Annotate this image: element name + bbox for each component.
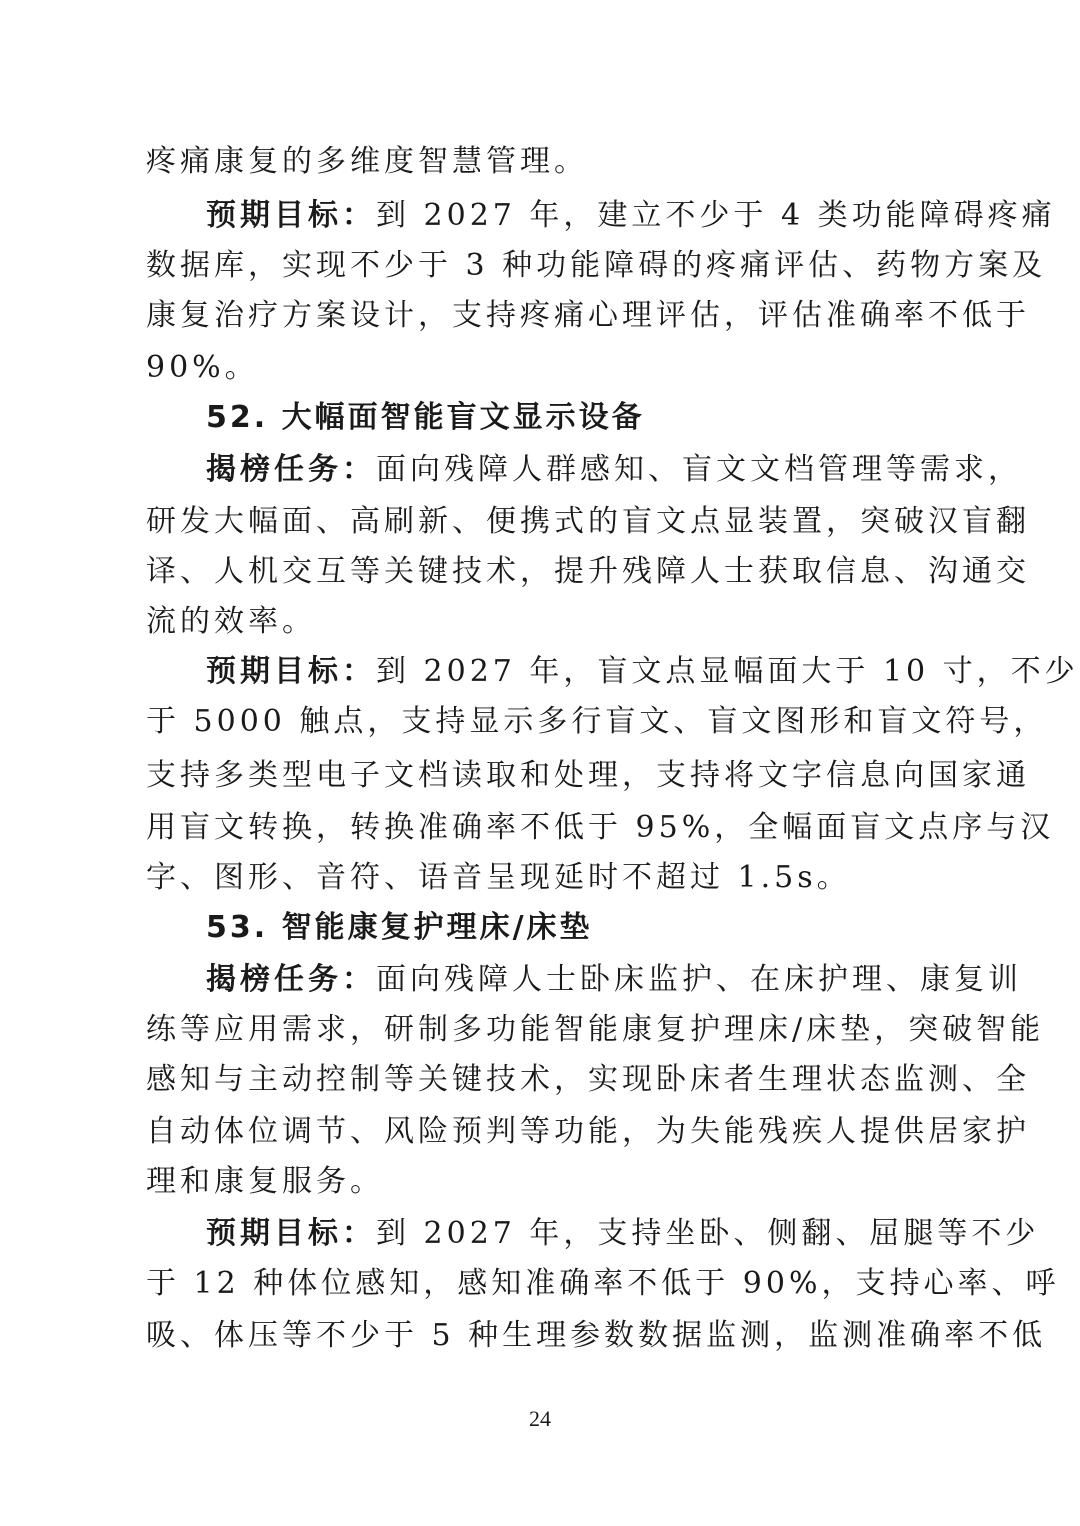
page-number: 24 (529, 1406, 551, 1431)
paragraph-line: 译、人机交互等关键技术，提升残障人士获取信息、沟通交 (146, 554, 1030, 589)
item52-goal-first-line (206, 652, 1079, 692)
paragraph-line: 自动体位调节、风险预判等功能，为失能残疾人提供居家护 (146, 1114, 1030, 1149)
paragraph-line: 理和康复服务。 (146, 1164, 384, 1199)
section-heading-53: 53. 智能康复护理床/床垫 (206, 910, 593, 945)
goal-label: 预期目标： (206, 654, 376, 689)
paragraph-line: 字、图形、音符、语音呈现延时不超过 1.5s。 (146, 860, 851, 895)
paragraph-line: 于 5000 触点，支持显示多行盲文、盲文图形和盲文符号， (146, 704, 1048, 739)
paragraph-line: 感知与主动控制等关键技术，实现卧床者生理状态监测、全 (146, 1062, 1030, 1097)
task-text: 面向残障人士卧床监护、在床护理、康复训 (376, 962, 1022, 997)
item53-goal-first-line (206, 1214, 1040, 1254)
paragraph-line: 流的效率。 (146, 604, 316, 639)
item53-task-first-line (206, 960, 1022, 1000)
item51-goal-first-line (206, 196, 1056, 236)
goal-text: 到 2027 年，盲文点显幅面大于 10 寸，不少 (376, 654, 1079, 689)
paragraph-line: 90%。 (146, 350, 259, 385)
paragraph-line: 用盲文转换，转换准确率不低于 95%，全幅面盲文点序与汉 (146, 810, 1055, 845)
paragraph-line: 数据库，实现不少于 3 种功能障碍的疼痛评估、药物方案及 (146, 248, 1047, 283)
goal-label: 预期目标： (206, 198, 376, 233)
section-heading-52: 52. 大幅面智能盲文显示设备 (206, 400, 645, 435)
goal-label: 预期目标： (206, 1216, 376, 1251)
goal-text: 到 2027 年，支持坐卧、侧翻、屈腿等不少 (376, 1216, 1040, 1251)
goal-text: 到 2027 年，建立不少于 4 类功能障碍疼痛 (376, 198, 1056, 233)
paragraph-line: 研发大幅面、高刷新、便携式的盲文点显装置，突破汉盲翻 (146, 504, 1030, 539)
paragraph-line: 吸、体压等不少于 5 种生理参数数据监测，监测准确率不低 (146, 1318, 1047, 1353)
paragraph-line: 康复治疗方案设计，支持疼痛心理评估，评估准确率不低于 (146, 298, 1030, 333)
paragraph-line: 于 12 种体位感知，感知准确率不低于 90%，支持心率、呼 (146, 1266, 1060, 1301)
item52-task-first-line (206, 450, 1022, 490)
paragraph-line: 练等应用需求，研制多功能智能康复护理床/床垫，突破智能 (146, 1012, 1045, 1047)
paragraph-line: 疼痛康复的多维度智慧管理。 (146, 144, 588, 179)
task-label: 揭榜任务： (206, 452, 376, 487)
task-text: 面向残障人群感知、盲文文档管理等需求， (376, 452, 1022, 487)
paragraph-line: 支持多类型电子文档读取和处理，支持将文字信息向国家通 (146, 758, 1030, 793)
task-label: 揭榜任务： (206, 962, 376, 997)
